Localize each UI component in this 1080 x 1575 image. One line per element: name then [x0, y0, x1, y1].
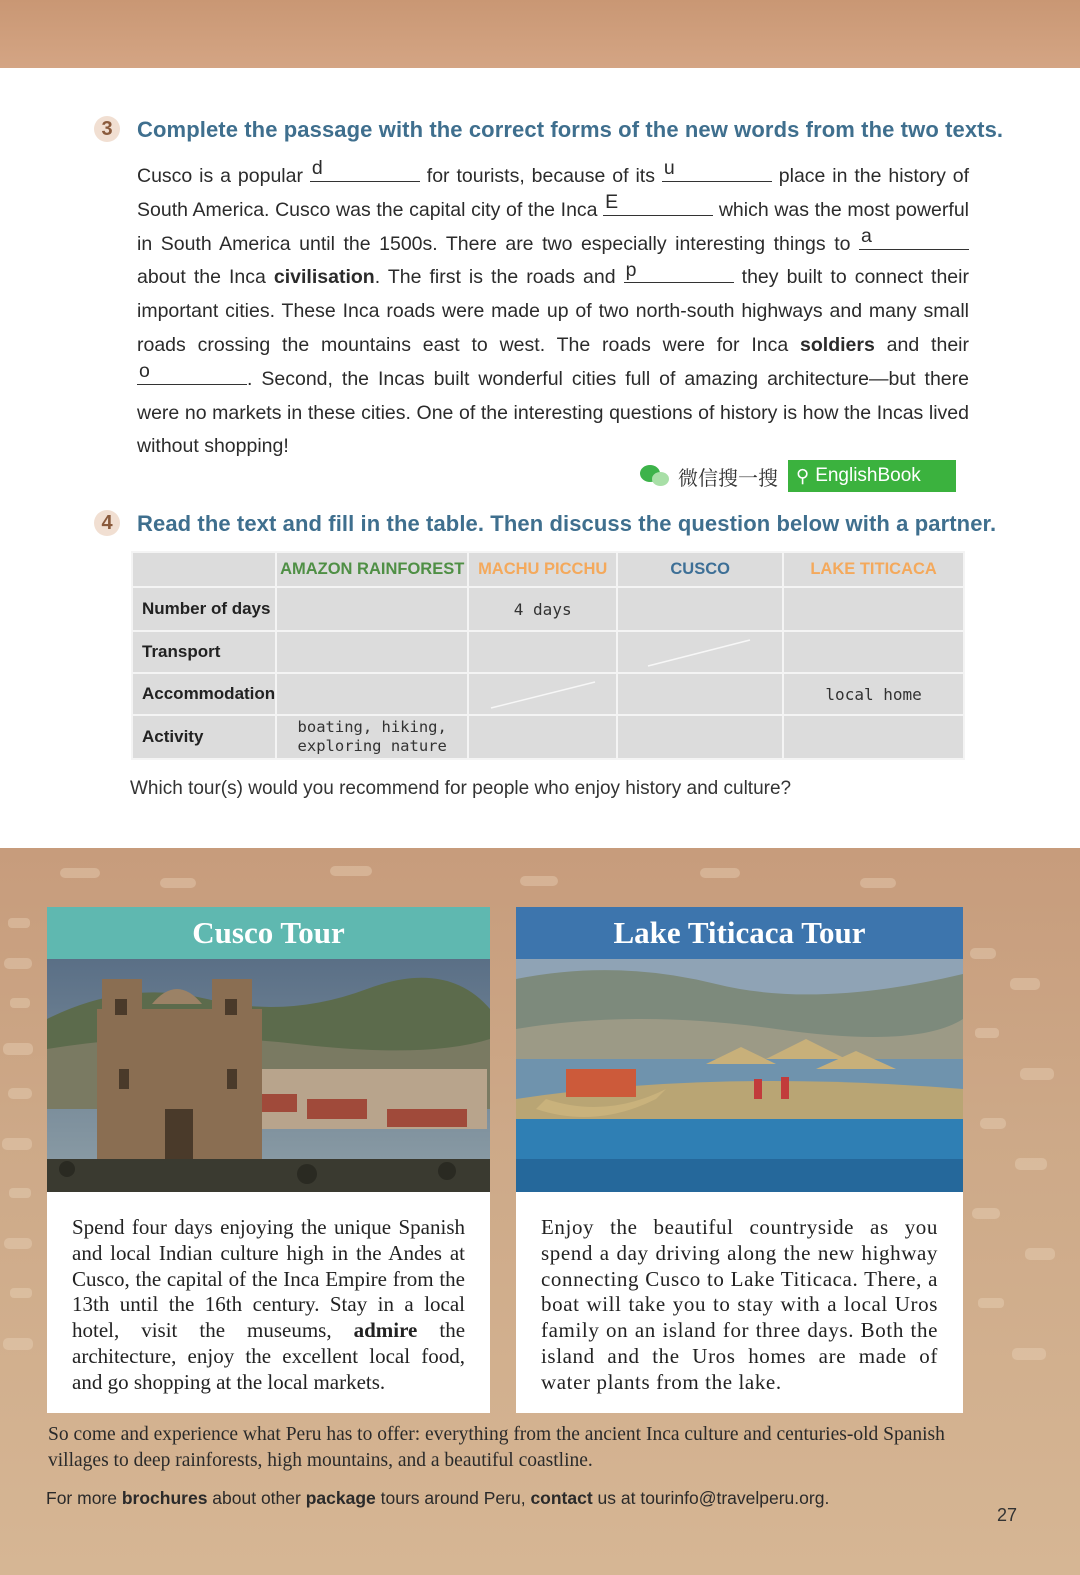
cell-activity-machu-picchu[interactable] [468, 715, 617, 759]
wechat-search-label: 微信搜一搜 [678, 465, 778, 490]
cell-days-machu-picchu[interactable]: 4 days [468, 587, 617, 631]
exercise-3-number: 3 [94, 116, 120, 142]
row-header-transport: Transport [132, 631, 276, 673]
col-header-lake-titicaca: LAKE TITICACA [783, 552, 964, 587]
cell-transport-cusco-crossed [617, 631, 783, 673]
contact-text: For more [46, 1488, 122, 1508]
blank-o[interactable] [137, 359, 247, 385]
bold-word-package: package [305, 1488, 376, 1508]
col-header-amazon: AMAZON RAINFOREST [276, 552, 468, 587]
row-header-accommodation: Accommodation [132, 673, 276, 715]
bold-word-brochures: brochures [121, 1488, 208, 1508]
cell-accommodation-machu-picchu-crossed [468, 673, 617, 715]
col-header-machu-picchu: MACHU PICCHU [468, 552, 617, 587]
passage-text: place in the history of South America. Cusco was the capital city of the Inca [137, 165, 969, 221]
passage-text: and their [874, 333, 969, 356]
cell-accommodation-amazon[interactable] [276, 673, 468, 715]
cell-transport-amazon[interactable] [276, 631, 468, 673]
cell-activity-amazon[interactable]: boating, hiking, exploring nature [276, 715, 468, 759]
exercise-4-title: Read the text and fill in the table. Then discuss the question below with a partner. [137, 511, 997, 536]
cusco-tour-card [47, 907, 490, 1413]
bold-word-soldiers: soldiers [800, 333, 875, 356]
blank-d[interactable] [310, 157, 420, 182]
diagonal-slash [469, 674, 615, 714]
row-header-days: Number of days [132, 587, 276, 631]
englishbook-label: EnglishBook [815, 465, 921, 486]
lake-titicaca-tour-card [516, 907, 963, 1413]
exercise-4-number: 4 [94, 510, 120, 536]
blank-p-letter: p [625, 258, 637, 281]
cell-days-cusco[interactable] [617, 587, 783, 631]
cusco-text: the architecture, enjoy the excellent local food, and go shopping at the local markets. [72, 1318, 466, 1394]
passage [137, 157, 969, 464]
cell-activity-titicaca[interactable] [783, 715, 964, 759]
cell-accommodation-cusco[interactable] [617, 673, 783, 715]
bold-word-contact: contact [530, 1488, 593, 1508]
fill-in-table [131, 551, 965, 760]
cell-days-amazon[interactable] [276, 587, 468, 631]
exercise-3-title: Complete the passage with the correct forms of the new words from the two texts. [137, 117, 1004, 142]
contact-text: about other [207, 1488, 306, 1508]
lake-titicaca-tour-description: Enjoy the beautiful countryside as you spend a day driving along the new highway connecting Cusco to Lake Titicaca. There, a boat will take you to stay with a local Uros family on an island for three days. Both the island and the Uros homes are made of water plants from the lake. [541, 1215, 938, 1394]
cusco-tour-description [72, 1215, 465, 1396]
passage-text: . The first is the roads and [374, 266, 624, 289]
passage-text: they built to connect their important cities. These Inca roads were made up of two north-south highways and many small roads crossing the mountains east to west. The roads were for Inca [137, 266, 969, 356]
passage-text: . Second, the Incas built wonderful cities full of amazing architecture—but there were no markets in these cities. One of the interesting questions of history is how the Incas lived without shopping! [137, 367, 969, 458]
closing-paragraph: So come and experience what Peru has to offer: everything from the ancient Inca culture and centuries-old Spanish villages to deep rainforests, high mountains, and a beautiful coastline. [48, 1424, 945, 1471]
top-color-band [0, 0, 1080, 68]
passage-text: for tourists, because of its [419, 165, 662, 187]
wechat-icon [640, 463, 670, 489]
blank-a-letter: a [861, 224, 872, 247]
passage-text: which was the most powerful in South America until the 1500s. There are two especially interesting things to [137, 198, 969, 255]
contact-text: tours around Peru, [375, 1488, 531, 1508]
search-icon: ⚲ [796, 465, 810, 486]
blank-p[interactable] [624, 258, 734, 283]
discussion-question: Which tour(s) would you recommend for people who enjoy history and culture? [130, 778, 792, 799]
cell-days-titicaca[interactable] [783, 587, 964, 631]
blank-e-letter: E [605, 191, 619, 213]
wechat-search-badge[interactable] [640, 460, 956, 492]
diagonal-slash [618, 632, 780, 672]
blank-o-letter: o [139, 359, 150, 382]
blank-d-letter: d [311, 157, 323, 180]
blank-a[interactable] [859, 224, 969, 250]
table-corner [132, 552, 276, 587]
bold-word-admire: admire [353, 1318, 418, 1343]
cell-transport-machu-picchu[interactable] [468, 631, 617, 673]
contact-line [46, 1488, 829, 1509]
row-header-activity: Activity [132, 715, 276, 759]
cusco-cathedral-photo [47, 959, 490, 1192]
cell-accommodation-titicaca[interactable]: local home [783, 673, 964, 715]
page-number: 27 [997, 1505, 1018, 1525]
lake-titicaca-tour-title: Lake Titicaca Tour [516, 907, 963, 959]
uros-island-photo [516, 959, 963, 1192]
cusco-text: Spend four days enjoying the unique Spanish and local Indian culture high in the Andes at Cusco, the capital of the Inca Empire from the 13th until the 16th century. Stay in a local hotel, visit the museums, [72, 1215, 465, 1343]
col-header-cusco: CUSCO [617, 552, 783, 587]
blank-u[interactable] [662, 157, 772, 182]
passage-text: about the Inca [137, 266, 274, 289]
cusco-tour-title: Cusco Tour [47, 907, 490, 959]
cell-transport-titicaca[interactable] [783, 631, 964, 673]
bold-word-civilisation: civilisation [273, 266, 375, 289]
passage-text: Cusco is a popular [137, 165, 310, 187]
blank-e[interactable] [603, 191, 713, 216]
blank-u-letter: u [663, 157, 675, 180]
cell-activity-cusco[interactable] [617, 715, 783, 759]
englishbook-search-button[interactable] [788, 460, 956, 492]
contact-email[interactable]: us at tourinfo@travelperu.org. [592, 1488, 830, 1508]
